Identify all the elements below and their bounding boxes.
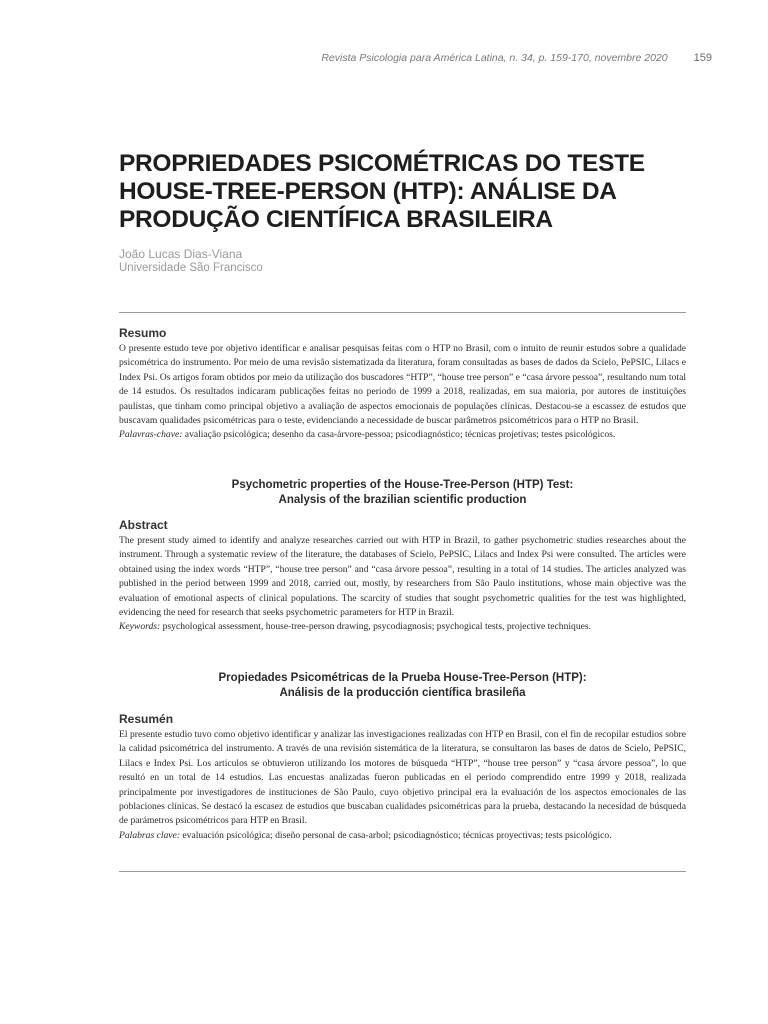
resumen-text: El presente estudio tuvo como objetivo identificar y analizar las investigaciones realizadas con HTP en Brasil, con el fin de recopilar estudios sobre la calidad psicométrica del instrumento. A través de una revisión sistemática de la literatura, se consultaron las bases de datos de Scielo, PePSIC, Lilacs e Index Psi. Los artículos se obtuvieron utilizando los motores de búsqueda “HTP”, “house tree person” y “casa árvore pessoa”, lo que resultó en un total de 14 estudios. Las encuestas analizadas fueron publicadas en el período comprendido entre 1999 y 2018, realizada principalmente por investigadores de instituciones de São Paulo, cuyo objetivo principal era la evaluación de los aspectos emocionales de las poblaciones clínicas. Se destacó la escasez de estudios que buscaban cualidades psicométricas para la prueba, destacando la necesidad de búsqueda de parámetros psicométricos para HTP en Brasil. <box>119 729 686 827</box>
running-header <box>120 48 712 66</box>
resumo-text: O presente estudo teve por objetivo identificar e analisar pesquisas feitas com o HTP no Brasil, com o intuito de reunir estudos sobre a qualidade psicométrica do instrumento. Por meio de uma revisão sistematizada da literatura, foram consultadas as bases de dados da Scielo, PePSIC, Lilacs e Index Psi. Os artigos foram obtidos por meio da utilização dos buscadores “HTP”, “house tree person” e “casa árvore pessoa”, resultando num total de 14 estudos. Os resultados indicaram publicações feitas no período de 1999 a 2018, realizadas, em sua maioria, por autores de instituições paulistas, que tinham como principal objetivo a avaliação de aspectos emocionais de populações clínicas. Destacou-se a escassez de estudos que buscavam qualidades psicométricas para o teste, evidenciando a necessidade de buscar parâmetros psicométricos para o HTP no Brasil. <box>119 343 686 427</box>
author-name: João Lucas Dias-Viana <box>119 247 243 261</box>
resumen-section <box>119 712 686 843</box>
page-number: 159 <box>693 52 712 64</box>
abstract-section <box>119 518 686 635</box>
article-title <box>119 150 679 234</box>
english-title <box>119 478 686 508</box>
top-divider <box>119 312 686 313</box>
title-line: HOUSE-TREE-PERSON (HTP): ANÁLISE DA <box>119 178 617 205</box>
resumen-heading: Resumén <box>119 712 174 726</box>
keywords-label: Keywords: <box>119 621 161 633</box>
spanish-title <box>119 671 686 701</box>
resumo-keywords <box>119 428 686 442</box>
keywords-list: evaluación psicológica; diseño personal de casa-arbol; psicodiagnóstico; técnicas proyectivas; tests psicológico. <box>180 829 612 841</box>
english-title-line: Analysis of the brazilian scientific production <box>278 494 527 506</box>
keywords-list: psychological assessment, house-tree-person drawing, psycodiagnosis; psychogical tests, projective techniques. <box>160 621 592 633</box>
title-line: PROPRIEDADES PSICOMÉTRICAS DO TESTE <box>119 150 645 177</box>
spanish-title-line: Análisis de la producción científica brasileña <box>279 687 526 699</box>
english-title-line: Psychometric properties of the House-Tree-Person (HTP) Test: <box>231 479 574 491</box>
resumo-heading: Resumo <box>119 326 167 340</box>
abstract-heading: Abstract <box>119 518 168 532</box>
resumo-section <box>119 326 686 443</box>
resumen-keywords <box>119 829 686 843</box>
author-affiliation: Universidade São Francisco <box>119 262 263 274</box>
title-line: PRODUÇÃO CIENTÍFICA BRASILEIRA <box>119 206 553 233</box>
abstract-keywords <box>119 620 686 634</box>
keywords-label: Palabras clave: <box>119 829 181 841</box>
journal-citation: Revista Psicologia para América Latina, n. 34, p. 159-170, novembre 2020 <box>321 52 668 64</box>
keywords-label: Palavras-chave: <box>119 429 183 441</box>
spanish-title-line: Propiedades Psicométricas de la Prueba House-Tree-Person (HTP): <box>218 672 587 684</box>
keywords-list: avaliação psicológica; desenho da casa-árvore-pessoa; psicodiagnóstico; técnicas projetivas; testes psicológicos. <box>182 429 616 441</box>
abstract-text: The present study aimed to identify and analyze researches carried out with HTP in Brazil, to gather psychometric studies researches about the instrument. Through a systematic review of the literature, the databases of Scielo, PePSIC, Lilacs and Index Psi were consulted. The articles were obtained using the index words “HTP”, “house tree person” and “casa árvore pessoa”, resulting in a total of 14 studies. The articles analyzed was published in the period between 1999 and 2018, carried out, mostly, by researchers from São Paulo institutions, whose main objective was the evaluation of emotional aspects of clinical populations. The scarcity of studies that sought psychometric qualities for the test was highlighted, evidencing the need for research that seeks psychometric parameters for HTP in Brazil. <box>119 535 686 619</box>
bottom-divider <box>119 871 686 872</box>
